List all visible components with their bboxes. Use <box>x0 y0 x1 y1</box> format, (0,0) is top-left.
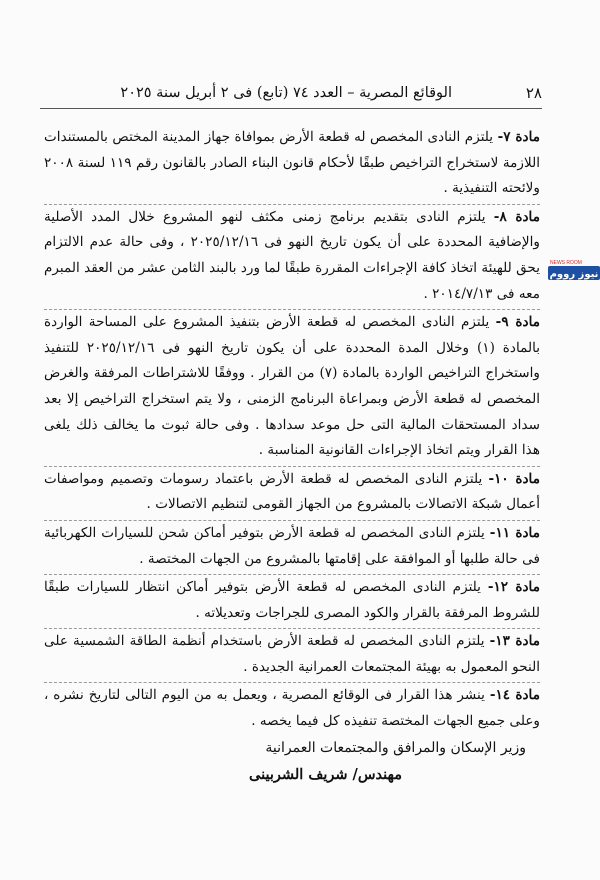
article-9 <box>44 310 540 467</box>
article-text: يلتزم النادى بتقديم برنامج زمنى مكثف لنهو المشروع خلال المدد الأصلية والإضافية المحددة على أن يكون تاريخ النهو فى ٢٠٢٥/١٢/١٦ ، وفى حالة عدم الالتزام يحق للهيئة اتخاذ كافة الإجراءات المقررة طبقًا لما ورد بالبند الثامن عشر من العقد المبرم معه فى ٢٠١٤/٧/١٣ . <box>44 208 540 302</box>
article-text: يلتزم النادى المخصص له قطعة الأرض بتنفيذ المشروع على المساحة الواردة بالمادة (١) وخلال المدة المحددة على أن يكون تاريخ النهو فى ٢٠٢٥/١٢/١٦ للتنفيذ واستخراج التراخيص الواردة بالمادة (٧) من القرار . ووفقًا للاشتراطات المرفقة والغرض المخصص له قطعة الأرض وبمراعاة البرنامج الزمنى ، ولا يتم استخراج التراخيص إلا بعد سداد المستحقات المالية التى حل موعد سدادها . وفى حالة ثبوت ما يخالف ذلك يلغى هذا القرار ويتم اتخاذ الإجراءات القانونية المناسبة . <box>44 314 541 459</box>
article-14 <box>44 683 540 736</box>
news-room-logo-icon <box>548 258 600 282</box>
page-header <box>40 82 542 109</box>
signature-block <box>44 740 534 783</box>
article-label: مادة ٨- <box>493 208 540 225</box>
article-label: مادة ١١- <box>489 524 540 541</box>
article-10 <box>44 467 540 521</box>
article-8 <box>44 205 540 310</box>
article-label: مادة ٩- <box>495 314 540 331</box>
article-text: يلتزم النادى المخصص له قطعة الأرض بموافاة جهاز المدينة المختص بالمستندات اللازمة لاستخراج التراخيص طبقًا لأحكام قانون البناء الصادر بالقانون رقم ١١٩ لسنة ٢٠٠٨ ولائحته التنفيذية . <box>44 129 540 197</box>
minister-title: وزير الإسكان والمرافق والمجتمعات العمرانية <box>265 740 526 756</box>
logo-brand-text: نيوز رووم <box>549 269 599 280</box>
article-label: مادة ١٢- <box>487 579 540 596</box>
article-label: مادة ١٠- <box>488 470 540 487</box>
article-text: يلتزم النادى المخصص له قطعة الأرض باعتماد رسومات وتصميم ومواصفات أعمال شبكة الاتصالات بالمشروع من الجهاز القومى لتنظيم الاتصالات . <box>44 470 540 513</box>
article-text: يلتزم النادى المخصص له قطعة الأرض بتوفير أماكن انتظار للسيارات طبقًا للشروط المرفقة بالقرار والكود المصرى للجراجات وتعديلاته . <box>44 579 540 621</box>
signatory-name: مهندس/ شريف الشربينى <box>249 766 402 783</box>
article-text: ينشر هذا القرار فى الوقائع المصرية ، ويعمل به من اليوم التالى لتاريخ نشره ، وعلى جميع الجهات المختصة تنفيذه كل فيما يخصه . <box>44 687 540 730</box>
news-room-logo <box>548 258 600 282</box>
page-number: ٢٨ <box>525 84 542 102</box>
gazette-title: الوقائع المصرية – العدد ٧٤ (تابع) فى ٢ أبريل سنة ٢٠٢٥ <box>120 85 452 101</box>
article-7 <box>44 125 540 205</box>
article-text: يلتزم النادى المخصص له قطعة الأرض بتوفير أماكن شحن للسيارات الكهربائية فى حالة طلبها أو الموافقة على إقامتها بالمشروع من الجهات المختصة . <box>44 524 540 567</box>
logo-top-text: NEWS ROOM <box>550 260 582 266</box>
article-text: يلتزم النادى المخصص له قطعة الأرض باستخدام أنظمة الطاقة الشمسية على النحو المعمول به بهيئة المجتمعات العمرانية الجديدة . <box>44 633 540 675</box>
article-label: مادة ١٤- <box>489 687 540 704</box>
article-12 <box>44 575 540 629</box>
article-label: مادة ١٣- <box>489 633 540 650</box>
articles-body <box>44 125 540 737</box>
article-13 <box>44 629 540 683</box>
article-11 <box>44 521 540 575</box>
article-label: مادة ٧- <box>497 129 540 145</box>
